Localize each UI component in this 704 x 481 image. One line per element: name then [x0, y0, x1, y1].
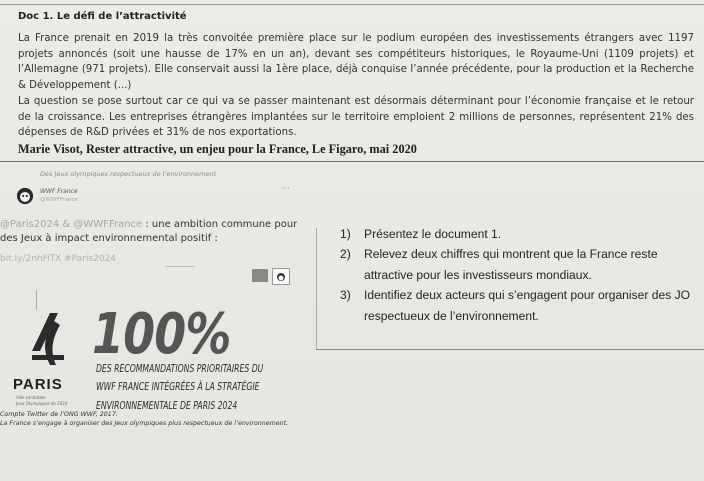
question-text: Identifiez deux acteurs qui s’engagent pour organiser des JO respectueux de l’environnement. [364, 288, 691, 323]
tweet-mentions: @Paris2024 & @WWFFrance [0, 219, 143, 230]
questions-bottom-rule [316, 349, 704, 350]
panda-mini-icon [273, 269, 289, 284]
question-number: 1) [340, 227, 351, 241]
tweet-text [0, 218, 300, 246]
question-text: Relevez deux chiffres qui montrent que la France reste attractive pour les investisseurs mondiaux. [364, 247, 658, 282]
more-options-icon: ··· [282, 184, 290, 193]
tweet-header: Des Jeux olympiques respectueux de l’environnement [40, 170, 217, 178]
tweet-body: : une ambition commune pour des Jeux à impact environnemental positif : [0, 219, 298, 244]
tweet-image [0, 166, 300, 476]
paris-logo-text: PARIS [13, 376, 63, 393]
questions-left-rule [316, 228, 317, 350]
panda-logo-icon [16, 187, 34, 205]
question-item [340, 224, 700, 244]
recommendation-line-1: DES RECOMMANDATIONS PRIORITAIRES DU [96, 364, 264, 375]
question-number: 2) [340, 247, 351, 262]
recommendation-line-3: ENVIRONNEMENTALE DE PARIS 2024 [96, 401, 238, 412]
section-separator [0, 161, 704, 162]
photo-thumbnail [252, 269, 268, 282]
source-citation: Marie Visot, Rester attractive, un enjeu pour la France, Le Figaro, mai 2020 [18, 142, 417, 156]
paragraph-1: La France prenait en 2019 la très convoitée première place sur le podium européen des investissements étrangers avec 1197 projets annoncés (soit une hausse de 17% en un an), devant ses compétiteurs historiques, le Royaume-Uni (1109 projets) et l’Allemagne (971 projets). Elle conservait aussi la 1ère place, déjà conquise l’année précédente, pour la production et la Recherche & Développement (...) [18, 33, 694, 91]
underline-decoration [165, 266, 195, 267]
paragraph-2: La question se pose surtout car ce qui va se passer maintenant est désormais déterminant pour l’économie française et le retour de la croissance. Les entreprises étrangères implantées sur le territoire emploient 2 millions de personnes, représentent 21% des dépenses de R&D privées et 31% de nos exportations. [18, 96, 694, 139]
divider-line [36, 290, 37, 310]
question-item [340, 285, 700, 326]
question-item [340, 244, 700, 285]
tweet-link: bit.ly/2nhFiTX #Paris2024 [0, 254, 117, 264]
top-rule [0, 4, 704, 5]
paris-2024-logo-icon [28, 311, 74, 367]
questions-list [340, 224, 700, 326]
image-credit: Compte Twitter de l’ONG WWF, 2017. La France s’engage à organiser des Jeux olympiques plus respectueux de l’environnement. [0, 411, 289, 427]
tweet-account-handle: @WWFFrance [40, 197, 78, 203]
tweet-account-name: WWF France [40, 188, 78, 195]
question-text: Présentez le document 1. [364, 227, 502, 241]
document-title: Doc 1. Le défi de l’attractivité [18, 11, 187, 22]
big-percentage: 100% [92, 302, 231, 367]
panda-thumbnail [272, 268, 290, 285]
question-number: 3) [340, 288, 351, 303]
paris-logo-sub-1: Ville candidate [16, 395, 46, 400]
paris-logo-sub-2: Jeux Olympiques de 2024 [16, 401, 68, 406]
recommendation-line-2: WWF FRANCE INTÉGRÉES À LA STRATÉGIE [96, 382, 260, 393]
